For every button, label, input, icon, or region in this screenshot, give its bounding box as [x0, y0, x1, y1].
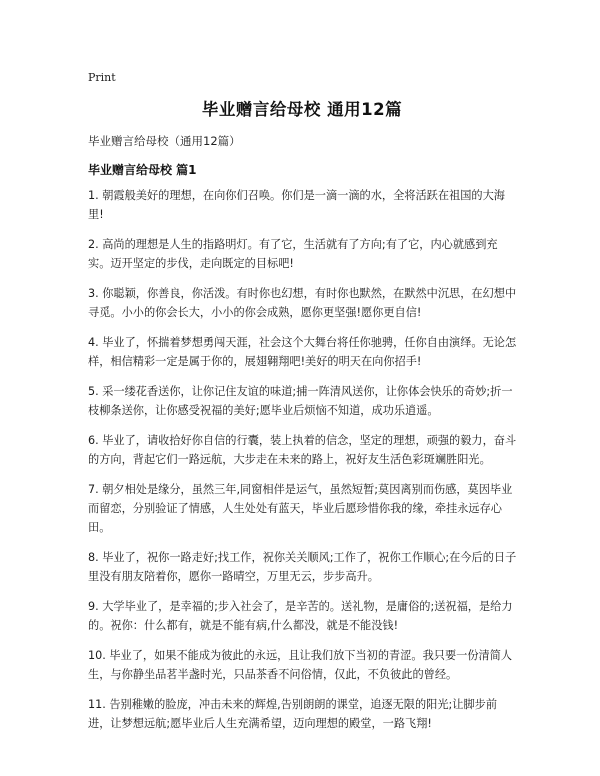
paragraph: 8. 毕业了，祝你一路走好;找工作，祝你关关顺风;工作了，祝你工作顺心;在今后的日子里没有朋友陪着你，愿你一路晴空，万里无云，步步高升。 [88, 551, 517, 583]
paragraph: 10. 毕业了，如果不能成为彼此的永远，且让我们放下当初的青涩。我只要一份清简人生，与你静坐品茗半盏时光，只品茶香不问俗情，仅此，不负彼此的曾经。 [88, 649, 513, 681]
paragraph: 2. 高尚的理想是人生的指路明灯。有了它，生活就有了方向;有了它，内心就感到充实。迈开坚定的步伐，走向既定的目标吧! [88, 238, 498, 270]
document-subtitle: 毕业赠言给母校（通用12篇） [88, 134, 241, 148]
paragraph: 6. 毕业了，请收拾好你自信的行囊，装上执着的信念，坚定的理想，顽强的毅力，奋斗的方向，背起它们一路远航，大步走在未来的路上，祝好友生活色彩斑斓胜阳光。 [88, 434, 517, 466]
paragraph: 11. 告别稚嫩的脸庞，冲击未来的辉煌,告别朗朗的课堂，追逐无限的阳光;让脚步前进，让梦想远航;愿毕业后人生充满希望，迈向理想的殿堂，一路飞翔! [88, 698, 498, 730]
print-link[interactable]: Print [88, 71, 116, 84]
paragraph: 9. 大学毕业了，是幸福的;步入社会了，是辛苦的。送礼物，是庸俗的;送祝福，是给力的。祝你：什么都有，就是不能有病,什么都没，就是不能没钱! [88, 600, 513, 632]
paragraph: 7. 朝夕相处是缘分，虽然三年,同窗相伴是运气，虽然短暂;莫因离别而伤感，莫因毕业而留恋，分别验证了情感，人生处处有蓝天，毕业后愿珍惜你我的缘，牵挂永远存心田。 [88, 483, 513, 534]
paragraph: 1. 朝霞般美好的理想，在向你们召唤。你们是一滴一滴的水，全将活跃在祖国的大海里! [88, 189, 505, 221]
paragraph: 3. 你聪颖，你善良，你活泼。有时你也幻想，有时你也默然，在默然中沉思，在幻想中寻觅。小小的你会长大，小小的你会成熟，愿你更坚强!愿你更自信! [88, 287, 517, 319]
section-heading: 毕业赠言给母校 篇1 [88, 163, 197, 177]
article-body [88, 186, 518, 744]
paragraph: 5. 采一缕花香送你，让你记住友谊的味道;捕一阵清风送你，让你体会快乐的奇妙;折一枝柳条送你，让你感受祝福的美好;愿毕业后烦恼不知道，成功乐逍遥。 [88, 385, 513, 417]
page-title: 毕业赠言给母校 通用12篇 [201, 100, 403, 119]
paragraph: 4. 毕业了，怀揣着梦想勇闯天涯，社会这个大舞台将任你驰骋，任你自由演绎。无论怎样，相信精彩一定是属于你的，展翅翱翔吧!美好的明天在向你招手! [88, 336, 517, 368]
